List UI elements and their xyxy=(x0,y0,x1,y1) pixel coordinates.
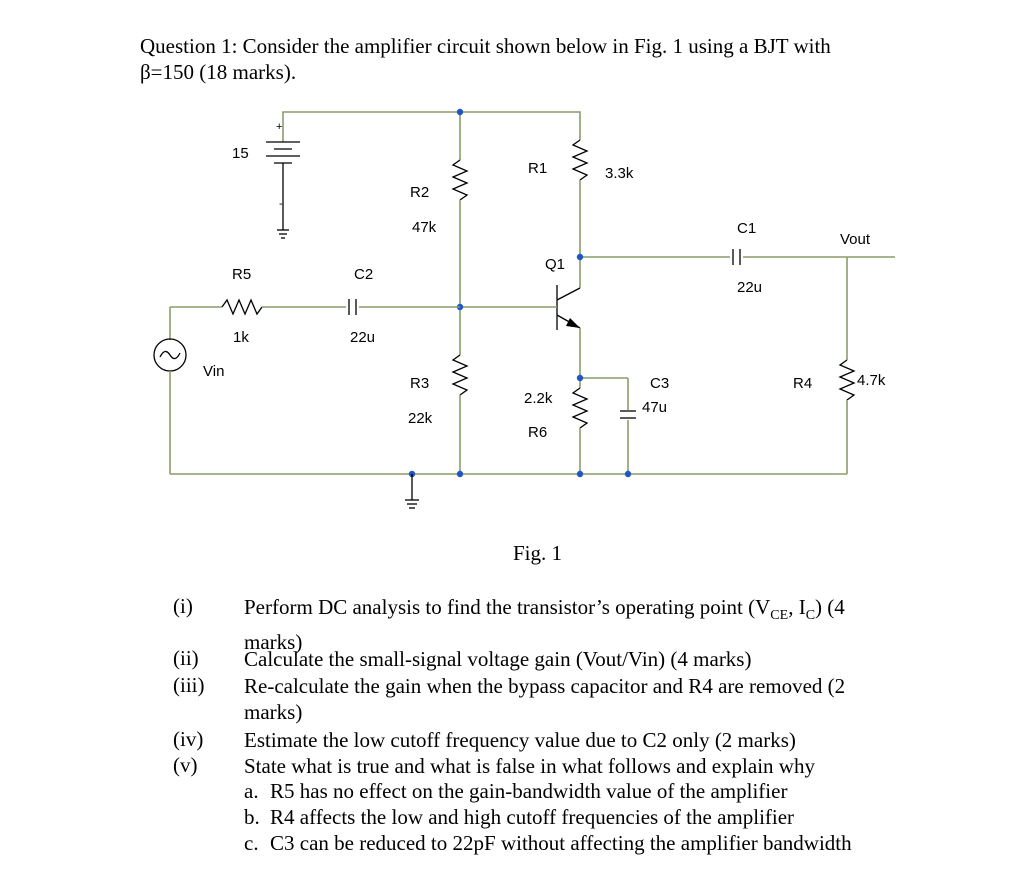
node-dot xyxy=(625,471,631,477)
c1-label: C1 xyxy=(737,220,757,237)
subitem-marker: c. xyxy=(244,831,259,855)
battery-symbol xyxy=(266,142,300,238)
ground-symbol xyxy=(405,474,419,508)
minus-sign: - xyxy=(279,198,283,210)
r6-label: R6 xyxy=(528,424,548,441)
plus-sign: + xyxy=(276,121,283,133)
item-text-part: , I xyxy=(788,595,806,619)
item-number: (iv) xyxy=(173,727,204,751)
subitem-text: R4 affects the low and high cutoff frequencies of the amplifier xyxy=(270,805,795,829)
item-text-part: ) (4 xyxy=(815,595,845,619)
r4-label: R4 xyxy=(793,375,813,392)
c3-label: C3 xyxy=(650,375,670,392)
subitem-text: C3 can be reduced to 22pF without affecting the amplifier bandwidth xyxy=(270,831,852,855)
item-number: (ii) xyxy=(173,646,199,670)
node-dot xyxy=(457,471,463,477)
item-number: (iii) xyxy=(173,673,205,697)
q1-transistor xyxy=(557,285,580,330)
node-dot xyxy=(457,109,463,115)
subscript-c: C xyxy=(805,608,816,624)
subscript-ce: CE xyxy=(770,608,789,624)
item-text: State what is true and what is false in what follows and explain why xyxy=(244,754,815,778)
c3-capacitor xyxy=(620,411,636,418)
item-text: Estimate the low cutoff frequency value due to C2 only (2 marks) xyxy=(244,728,796,752)
figure-caption: Fig. 1 xyxy=(513,541,563,565)
r2-value: 47k xyxy=(412,219,437,236)
r2-resistor xyxy=(453,160,467,200)
vin-label: Vin xyxy=(203,363,225,380)
item-text-part: marks) xyxy=(244,700,303,724)
subitem xyxy=(244,779,787,804)
question-line-1: Question 1: Consider the amplifier circuit shown below in Fig. 1 using a BJT with xyxy=(140,34,831,58)
c1-value: 22u xyxy=(737,279,763,296)
r3-value: 22k xyxy=(408,410,433,427)
item-number: (v) xyxy=(173,753,198,777)
subitem-marker: a. xyxy=(244,779,259,803)
node-dot xyxy=(577,254,583,260)
item-text-part: marks) xyxy=(244,630,303,655)
item-text: Calculate the small-signal voltage gain (Vout/Vin) (4 marks) xyxy=(244,647,752,671)
node-dot xyxy=(577,471,583,477)
top-rail-wire xyxy=(283,112,580,142)
c2-value: 22u xyxy=(350,329,376,346)
subitem-text: R5 has no effect on the gain-bandwidth value of the amplifier xyxy=(270,779,788,803)
ac-source-symbol xyxy=(154,339,186,371)
q1-label: Q1 xyxy=(545,256,566,273)
vout-label: Vout xyxy=(840,231,871,248)
r2-label: R2 xyxy=(410,184,430,201)
supply-label: 15 xyxy=(232,145,249,162)
c3-value: 47u xyxy=(642,399,668,416)
r3-label: R3 xyxy=(410,375,430,392)
question-line-2: β=150 (18 marks). xyxy=(140,60,297,84)
r1-value: 3.3k xyxy=(605,165,634,182)
c2-capacitor xyxy=(349,299,356,315)
item-text-part: Re-calculate the gain when the bypass capacitor and R4 are removed (2 xyxy=(244,674,846,698)
r5-value: 1k xyxy=(233,329,249,346)
subitem xyxy=(244,831,852,856)
c2-label: C2 xyxy=(354,266,374,283)
r1-label: R1 xyxy=(528,160,548,177)
r6-value: 2.2k xyxy=(524,390,553,407)
item-text xyxy=(244,673,924,725)
item-number: (i) xyxy=(173,594,193,618)
subitem-marker: b. xyxy=(244,805,260,829)
r5-resistor xyxy=(222,300,262,314)
r3-resistor xyxy=(453,355,467,395)
c1-capacitor xyxy=(733,249,740,265)
r4-value: 4.7k xyxy=(857,372,886,389)
r5-label: R5 xyxy=(232,266,252,283)
subitem xyxy=(244,805,794,830)
node-dot xyxy=(577,375,583,381)
item-text-part: Perform DC analysis to find the transistor’s operating point (V xyxy=(244,595,771,619)
r1-resistor xyxy=(573,140,587,180)
r4-resistor xyxy=(840,360,854,400)
r6-resistor xyxy=(573,388,587,428)
